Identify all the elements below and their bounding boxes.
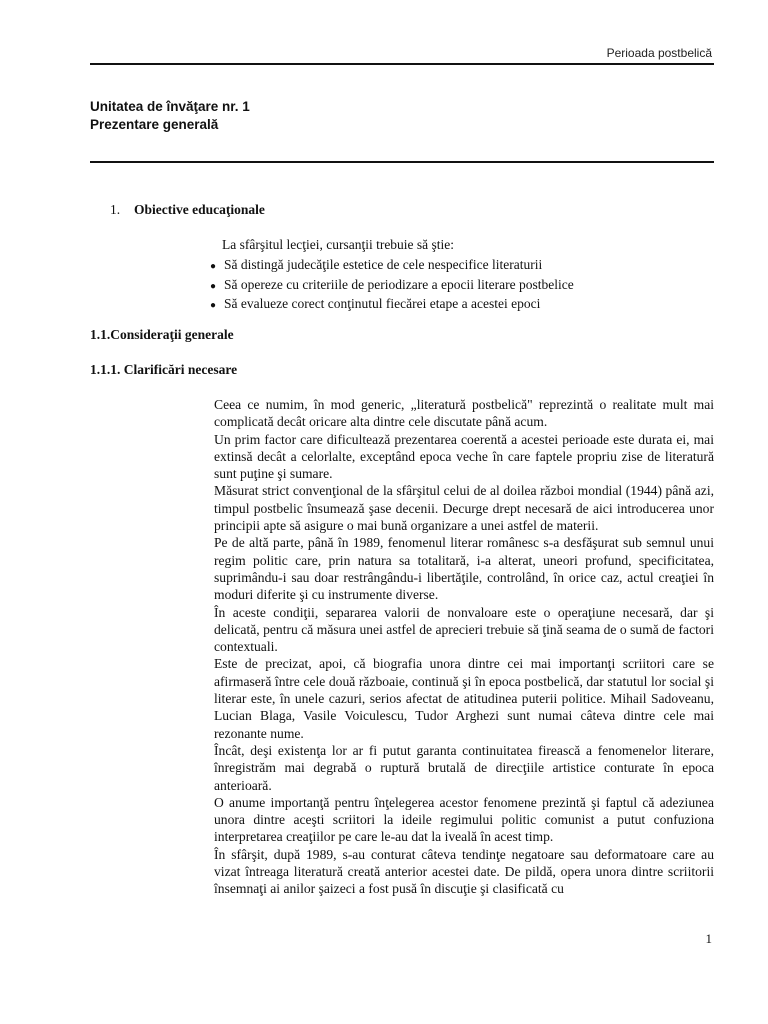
unit-title-line-1: Unitatea de învăţare nr. 1 [90, 99, 250, 114]
paragraph: Măsurat strict convenţional de la sfârşitul celui de al doilea război mondial (1944) până azi, timpul postbelic însumează şase decenii. Decurge drept necesară de aici introducerea unor principii apte să asigure o mai bună organizare a unei astfel de materii. [214, 483, 714, 534]
list-item [210, 255, 574, 275]
objectives-list [210, 255, 574, 314]
page-number: 1 [705, 931, 712, 946]
paragraph: În sfârşit, după 1989, s-au conturat câteva tendinţe negatoare sau deformatoare care au vizat întreaga literatură creată anterior acestei date. De pildă, opera unora dintre scriitorii însemnaţi ai anilor şaizeci a fost pusă în discuţie şi clasificată cu [214, 846, 714, 897]
paragraph: Este de precizat, apoi, că biografia unora dintre cei mai importanţi scriitori care se afirmaseră între cele două războaie, continuă şi în epoca postbelică, dar statutul lor social şi literar este, în unele cazuri, serios afectat de atitudinea puterii politice. Mihail Sadoveanu, Lucian Blaga, Vasile Voiculescu, Tudor Arghezi sunt numai câteva dintre cele mai rezonante nume. [214, 656, 714, 741]
section-heading-clarifications: 1.1.1. Clarificări necesare [90, 362, 238, 377]
paragraph: În aceste condiţii, separarea valorii de nonvaloare este o operaţiune necesară, dar şi delicată, pentru că măsura unei astfel de aprecieri trebuie să ţină seama de o sumă de factori contextuali. [214, 604, 714, 655]
title-rule [90, 161, 714, 163]
bullet-icon: ● [210, 280, 217, 292]
objectives-intro: La sfârşitul lecţiei, cursanţii trebuie să ştie: [222, 237, 455, 252]
paragraph: Pe de altă parte, până în 1989, fenomenul literar românesc s-a desfăşurat sub semnul unui regim politic care, prin natura sa totalitară, i-a alterat, uneori profund, specificitatea, suprimându-i sau doar restrângându-i libertăţile, controlând, în orice caz, actul creaţiei în moduri diferite şi cu instrumente diverse. [214, 535, 714, 603]
unit-title [90, 98, 250, 134]
list-item-text: Să distingă judecăţile estetice de cele nespecifice literaturii [224, 257, 543, 272]
list-item [210, 294, 574, 314]
list-item-text: Să evalueze corect conţinutul fiecărei etape a acestei epoci [224, 296, 541, 311]
body-text [214, 396, 714, 898]
section-heading-general: 1.1.Consideraţii generale [90, 327, 234, 342]
paragraph: O anume importanţă pentru înţelegerea acestor fenomene prezintă şi faptul că adeziunea unora dintre aceşti scriitori la ideile regimului politic comunist a putut confuziona interpretarea creaţiilor pe care le-au dat la iveală în acest timp. [214, 794, 714, 845]
bullet-icon: ● [210, 261, 217, 272]
unit-title-line-2: Prezentare generală [90, 117, 219, 132]
objectives-heading-text: Obiective educaţionale [134, 202, 265, 217]
list-item-text: Să opereze cu criteriile de periodizare a epocii literare postbelice [224, 276, 574, 292]
bullet-icon: ● [210, 300, 217, 311]
objectives-heading [110, 202, 265, 218]
list-item [210, 275, 574, 295]
running-header: Perioada postbelică [606, 46, 712, 60]
header-rule [90, 63, 714, 65]
paragraph: Ceea ce numim, în mod generic, „literatură postbelică" reprezintă o realitate mult mai complicată decât oricare alta dintre cele discutate până acum. [214, 397, 714, 430]
objectives-number: 1. [110, 202, 121, 217]
paragraph: Încât, deşi existenţa lor ar fi putut garanta continuitatea firească a fenomenelor literare, înregistrăm mai degrabă o ruptură brutală de direcţiile artistice conturate în epoca anterioară. [214, 742, 714, 793]
paragraph: Un prim factor care dificultează prezentarea coerentă a acestei perioade este durata ei, mai extinsă decât a celorlalte, exceptând epoca veche în care faptele propriu zise de literatură sunt puţine şi sumare. [214, 431, 714, 482]
